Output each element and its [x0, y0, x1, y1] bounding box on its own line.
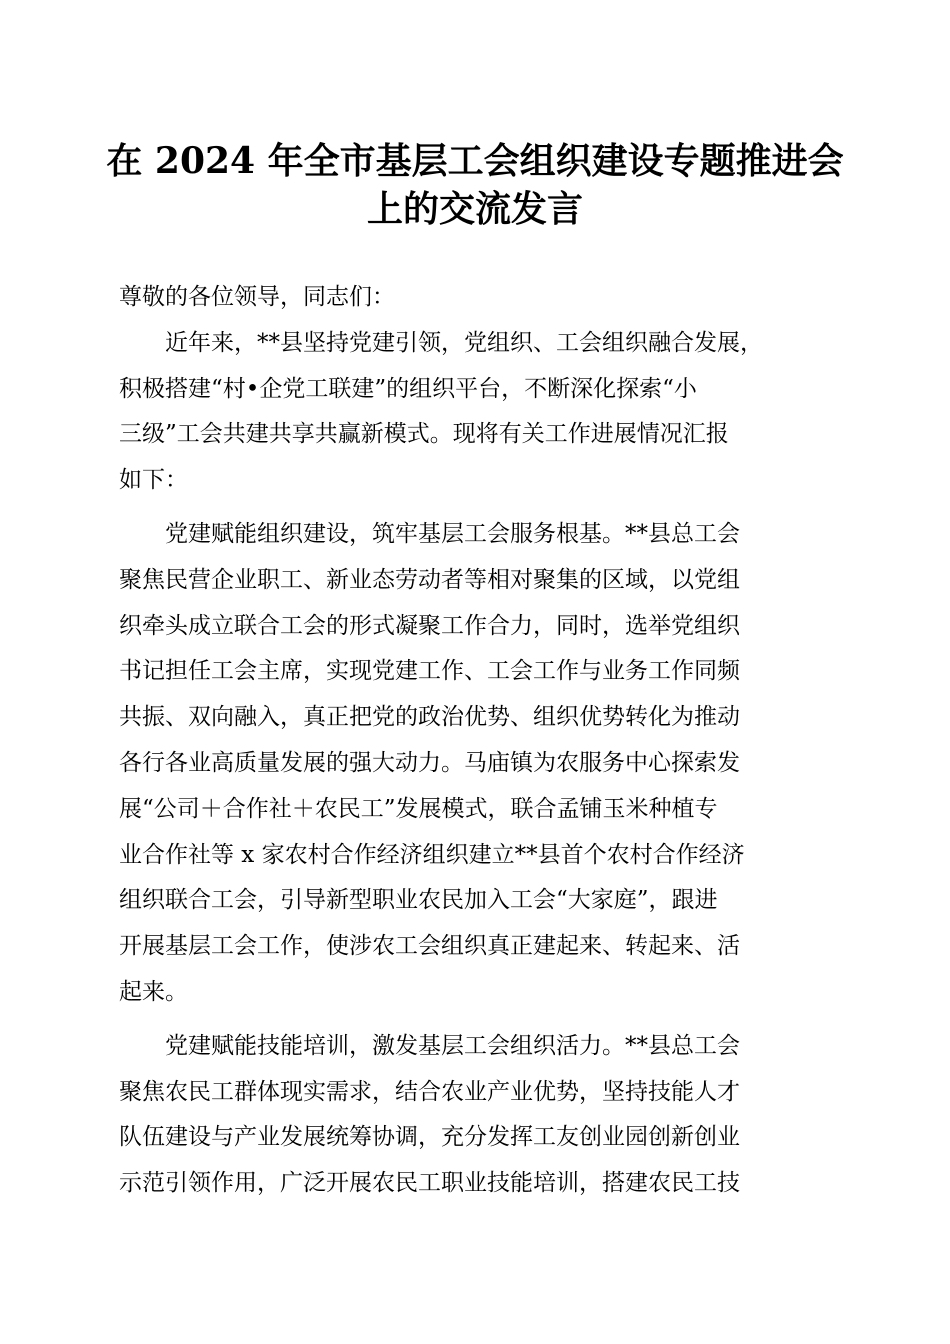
- title-line-2: 上的交流发言: [366, 188, 583, 230]
- paragraph-line: 近年来，**县坚持党建引领，党组织、工会组织融合发展，: [165, 329, 763, 356]
- paragraph-line: 织牵头成立联合工会的形式凝聚工作合力，同时，选举党组织: [119, 612, 740, 639]
- paragraph-line: 党建赋能技能培训，激发基层工会组织活力。**县总工会: [165, 1032, 740, 1059]
- paragraph-line: 队伍建设与产业发展统筹协调，充分发挥工友创业园创新创业: [119, 1124, 740, 1151]
- paragraph-line: 展“公司＋合作社＋农民工”发展模式，联合孟铺玉米种植专: [119, 795, 718, 822]
- document-body: [119, 275, 831, 1207]
- paragraph-line: 如下：: [119, 467, 188, 494]
- paragraph-1: [119, 321, 831, 504]
- paragraph-line: 聚焦民营企业职工、新业态劳动者等相对聚集的区域，以党组: [119, 566, 740, 593]
- paragraph-line: 聚焦农民工群体现实需求，结合农业产业优势，坚持技能人才: [119, 1078, 740, 1105]
- paragraph-line: 书记担任工会主席，实现党建工作、工会工作与业务工作同频: [119, 658, 740, 685]
- paragraph-line: 积极搭建“村•企党工联建”的组织平台，不断深化探索“小: [119, 375, 697, 402]
- document-title: [100, 137, 850, 233]
- paragraph-2: [119, 512, 831, 1016]
- paragraph-line: 示范引领作用，广泛开展农民工职业技能培训，搭建农民工技: [119, 1170, 740, 1197]
- paragraph-3: [119, 1024, 831, 1207]
- paragraph-line: 组织联合工会，引导新型职业农民加入工会“大家庭”，跟进: [119, 887, 718, 914]
- paragraph-line: 党建赋能组织建设，筑牢基层工会服务根基。**县总工会: [165, 520, 740, 547]
- paragraph-line: 三级”工会共建共享共赢新模式。现将有关工作进展情况汇报: [119, 421, 729, 448]
- paragraph-line: 各行各业高质量发展的强大动力。马庙镇为农服务中心探索发: [119, 749, 740, 776]
- title-line-1: 在 2024 年全市基层工会组织建设专题推进会: [106, 140, 844, 182]
- paragraph-line: 起来。: [119, 978, 188, 1005]
- paragraph-line: 共振、双向融入，真正把党的政治优势、组织优势转化为推动: [119, 704, 740, 731]
- paragraph-line: 开展基层工会工作，使涉农工会组织真正建起来、转起来、活: [119, 933, 740, 960]
- paragraph-line: 业合作社等 x 家农村合作经济组织建立**县首个农村合作经济: [119, 841, 745, 868]
- salutation: 尊敬的各位领导，同志们：: [119, 284, 395, 310]
